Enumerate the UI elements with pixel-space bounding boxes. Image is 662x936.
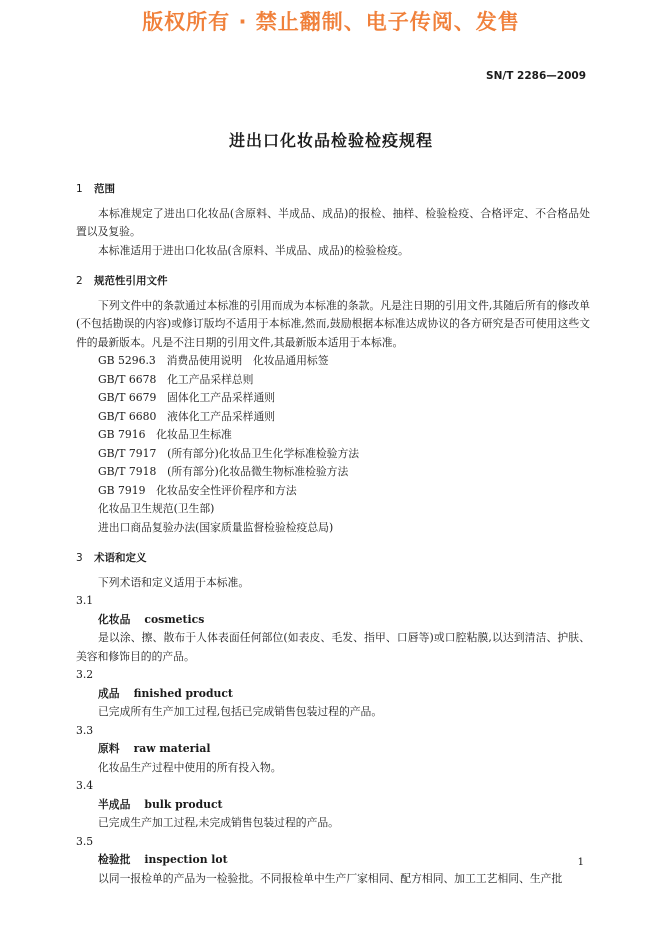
standard-code: SN/T 2286—2009 [486, 70, 586, 82]
term-entry [76, 851, 590, 870]
copyright-banner: 版权所有 · 禁止翻制、电子传阅、发售 [142, 10, 520, 34]
term-cn: 化妆品 [98, 612, 131, 626]
page-number: 1 [577, 857, 584, 868]
reference-item: GB 5296.3 消费品使用说明 化妆品通用标签 [98, 354, 329, 367]
term-cn: 检验批 [98, 853, 131, 866]
term-number: 3.2 [76, 668, 94, 681]
term-definition: 已完成生产加工过程,未完成销售包装过程的产品。 [98, 816, 339, 829]
term-entry [76, 796, 590, 815]
section-number: 3 [76, 552, 83, 564]
section-title: 规范性引用文件 [94, 275, 168, 287]
term-en: inspection lot [144, 853, 228, 866]
paragraph: 本标准规定了进出口化妆品(含原料、半成品、成品)的报检、抽样、检验检疫、合格评定、不合格品处置以及复验。 [76, 206, 590, 238]
term-entry [76, 740, 590, 759]
document-title: 进出口化妆品检验检疫规程 [228, 131, 433, 150]
term-definition: 是以涂、擦、散布于人体表面任何部位(如表皮、毛发、指甲、口唇等)或口腔粘膜,以达到清洁、护肤、美容和修饰目的的产品。 [76, 631, 590, 663]
term-cn: 原料 [98, 742, 120, 755]
paragraph: 下列文件中的条款通过本标准的引用而成为本标准的条款。凡是注日期的引用文件,其随后所有的修改单(不包括勘误的内容)或修订版均不适用于本标准,然而,鼓励根据本标准达成协议的各方研究是否可使用这些文件的最新版本。凡是不注日期的引用文件,其最新版本适用于本标准。 [76, 298, 590, 349]
term-number: 3.1 [76, 594, 94, 607]
section-2-heading [76, 272, 590, 291]
document-body [76, 178, 590, 888]
paragraph: 下列术语和定义适用于本标准。 [98, 575, 250, 589]
reference-item: GB/T 7918 (所有部分)化妆品微生物标准检验方法 [98, 465, 349, 478]
term-entry [76, 685, 590, 704]
term-en: raw material [133, 742, 211, 755]
term-en: cosmetics [144, 612, 205, 626]
reference-item: GB/T 6679 固体化工产品采样通则 [98, 391, 276, 404]
reference-item: GB 7916 化妆品卫生标准 [98, 428, 232, 441]
reference-item: GB/T 6680 液体化工产品采样通则 [98, 409, 276, 423]
section-title: 术语和定义 [94, 552, 147, 564]
paragraph: 本标准适用于进出口化妆品(含原料、半成品、成品)的检验检疫。 [98, 243, 409, 257]
section-number: 2 [76, 275, 83, 287]
term-definition: 以同一报检单的产品为一检验批。不同报检单中生产厂家相同、配方相同、加工工艺相同、生产批 [98, 871, 563, 885]
term-number: 3.5 [76, 834, 94, 848]
term-cn: 成品 [98, 686, 120, 700]
section-title: 范围 [94, 183, 115, 195]
term-number: 3.4 [76, 779, 94, 792]
term-number: 3.3 [76, 723, 94, 737]
section-number: 1 [76, 183, 83, 195]
reference-item: 进出口商品复验办法(国家质量监督检验检疫总局) [98, 520, 334, 534]
term-en: bulk product [144, 797, 223, 811]
term-en: finished product [133, 686, 233, 700]
reference-item: GB 7919 化妆品安全性评价程序和方法 [98, 483, 297, 497]
section-1-heading [76, 180, 590, 199]
term-definition: 化妆品生产过程中使用的所有投入物。 [98, 760, 282, 774]
reference-item: 化妆品卫生规范(卫生部) [98, 502, 215, 515]
reference-item: GB/T 6678 化工产品采样总则 [98, 372, 254, 386]
term-entry [76, 611, 590, 630]
term-cn: 半成品 [98, 797, 131, 811]
reference-item: GB/T 7917 (所有部分)化妆品卫生化学标准检验方法 [98, 446, 360, 460]
term-definition: 已完成所有生产加工过程,包括已完成销售包装过程的产品。 [98, 705, 383, 718]
section-3-heading [76, 549, 590, 568]
